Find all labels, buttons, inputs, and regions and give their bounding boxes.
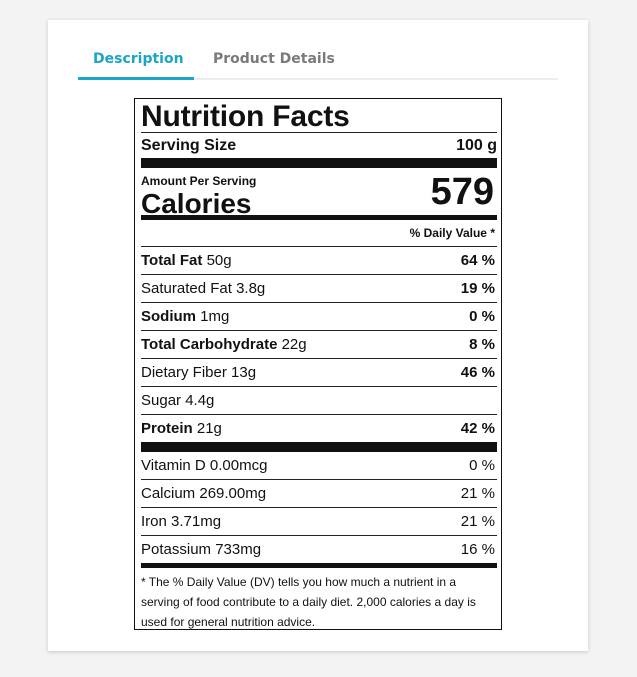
product-card bbox=[48, 20, 588, 651]
nutrient-row-total-carbohydrate bbox=[141, 330, 497, 358]
nutrient-dv: 0 % bbox=[469, 308, 495, 325]
nutrient-name: Sodium bbox=[141, 308, 196, 325]
nutrient-dv: 42 % bbox=[460, 420, 495, 437]
vitamin-dv: 0 % bbox=[469, 457, 495, 474]
nutrient-row-sugar bbox=[141, 386, 497, 414]
vitamin-name: Vitamin D bbox=[141, 457, 206, 474]
vitamin-amount: 3.71mg bbox=[171, 513, 222, 530]
nutrient-dv: 19 % bbox=[460, 280, 495, 297]
nutrient-name: Sugar bbox=[141, 392, 182, 409]
nutrient-row-dietary-fiber bbox=[141, 358, 497, 386]
calories-value: 579 bbox=[430, 171, 494, 213]
vitamin-name: Iron bbox=[141, 513, 167, 530]
nutrient-name: Total Carbohydrate bbox=[141, 336, 278, 353]
nutrient-amount: 22g bbox=[281, 336, 307, 353]
amount-per-serving: Amount Per Serving bbox=[141, 174, 257, 188]
nutrient-name: Protein bbox=[141, 420, 193, 437]
vitamin-amount: 269.00mg bbox=[199, 485, 267, 502]
daily-value-footnote: * The % Daily Value (DV) tells you how much a nutrient in a serving of food contribute to a daily diet. 2,000 calories a day is used for general nutrition advice. bbox=[141, 575, 476, 629]
vitamin-row-potassium bbox=[141, 535, 497, 563]
divider-thick bbox=[141, 442, 497, 452]
serving-size-row bbox=[141, 132, 497, 158]
nutrient-amount: 3.8g bbox=[236, 280, 266, 297]
vitamin-amount: 733mg bbox=[215, 541, 262, 558]
nutrient-dv: 46 % bbox=[460, 364, 495, 381]
nutrient-amount: 4.4g bbox=[185, 392, 215, 409]
vitamin-name: Potassium bbox=[141, 541, 212, 558]
tab-bar bbox=[78, 46, 558, 80]
vitamin-name: Calcium bbox=[141, 485, 196, 502]
nutrient-dv: 64 % bbox=[460, 252, 495, 269]
nutrient-name: Dietary Fiber bbox=[141, 364, 227, 381]
daily-value-header-text: % Daily Value * bbox=[409, 226, 495, 240]
nutrient-amount: 1mg bbox=[200, 308, 230, 325]
calories-label: Calories bbox=[141, 188, 252, 219]
divider-thick bbox=[141, 158, 497, 168]
vitamin-row-iron bbox=[141, 507, 497, 535]
nutrient-amount: 13g bbox=[231, 364, 257, 381]
serving-size-value: 100 g bbox=[456, 136, 497, 154]
vitamin-dv: 21 % bbox=[460, 485, 495, 502]
nutrient-name: Total Fat bbox=[141, 252, 203, 269]
nutrient-row-sodium bbox=[141, 302, 497, 330]
tab-description[interactable]: Description bbox=[78, 50, 194, 80]
nutrient-row-protein bbox=[141, 414, 497, 442]
vitamin-amount: 0.00mcg bbox=[209, 457, 268, 474]
nutrient-row-total-fat bbox=[141, 246, 497, 274]
vitamin-dv: 21 % bbox=[460, 513, 495, 530]
nutrition-label bbox=[134, 98, 502, 630]
nutrient-amount: 50g bbox=[206, 252, 232, 269]
calories-block bbox=[141, 168, 497, 219]
tab-product-details[interactable]: Product Details bbox=[213, 51, 335, 67]
vitamin-row-vitamin-d bbox=[141, 452, 497, 479]
nutrient-amount: 21g bbox=[196, 420, 222, 437]
nutrition-title: Nutrition Facts bbox=[141, 100, 350, 133]
vitamin-row-calcium bbox=[141, 479, 497, 507]
nutrient-row-saturated-fat bbox=[141, 274, 497, 302]
nutrient-name: Saturated Fat bbox=[141, 280, 232, 297]
serving-size-label: Serving Size bbox=[141, 136, 237, 154]
daily-value-header bbox=[141, 220, 497, 246]
vitamin-dv: 16 % bbox=[460, 541, 495, 558]
nutrient-dv: 8 % bbox=[469, 336, 495, 353]
